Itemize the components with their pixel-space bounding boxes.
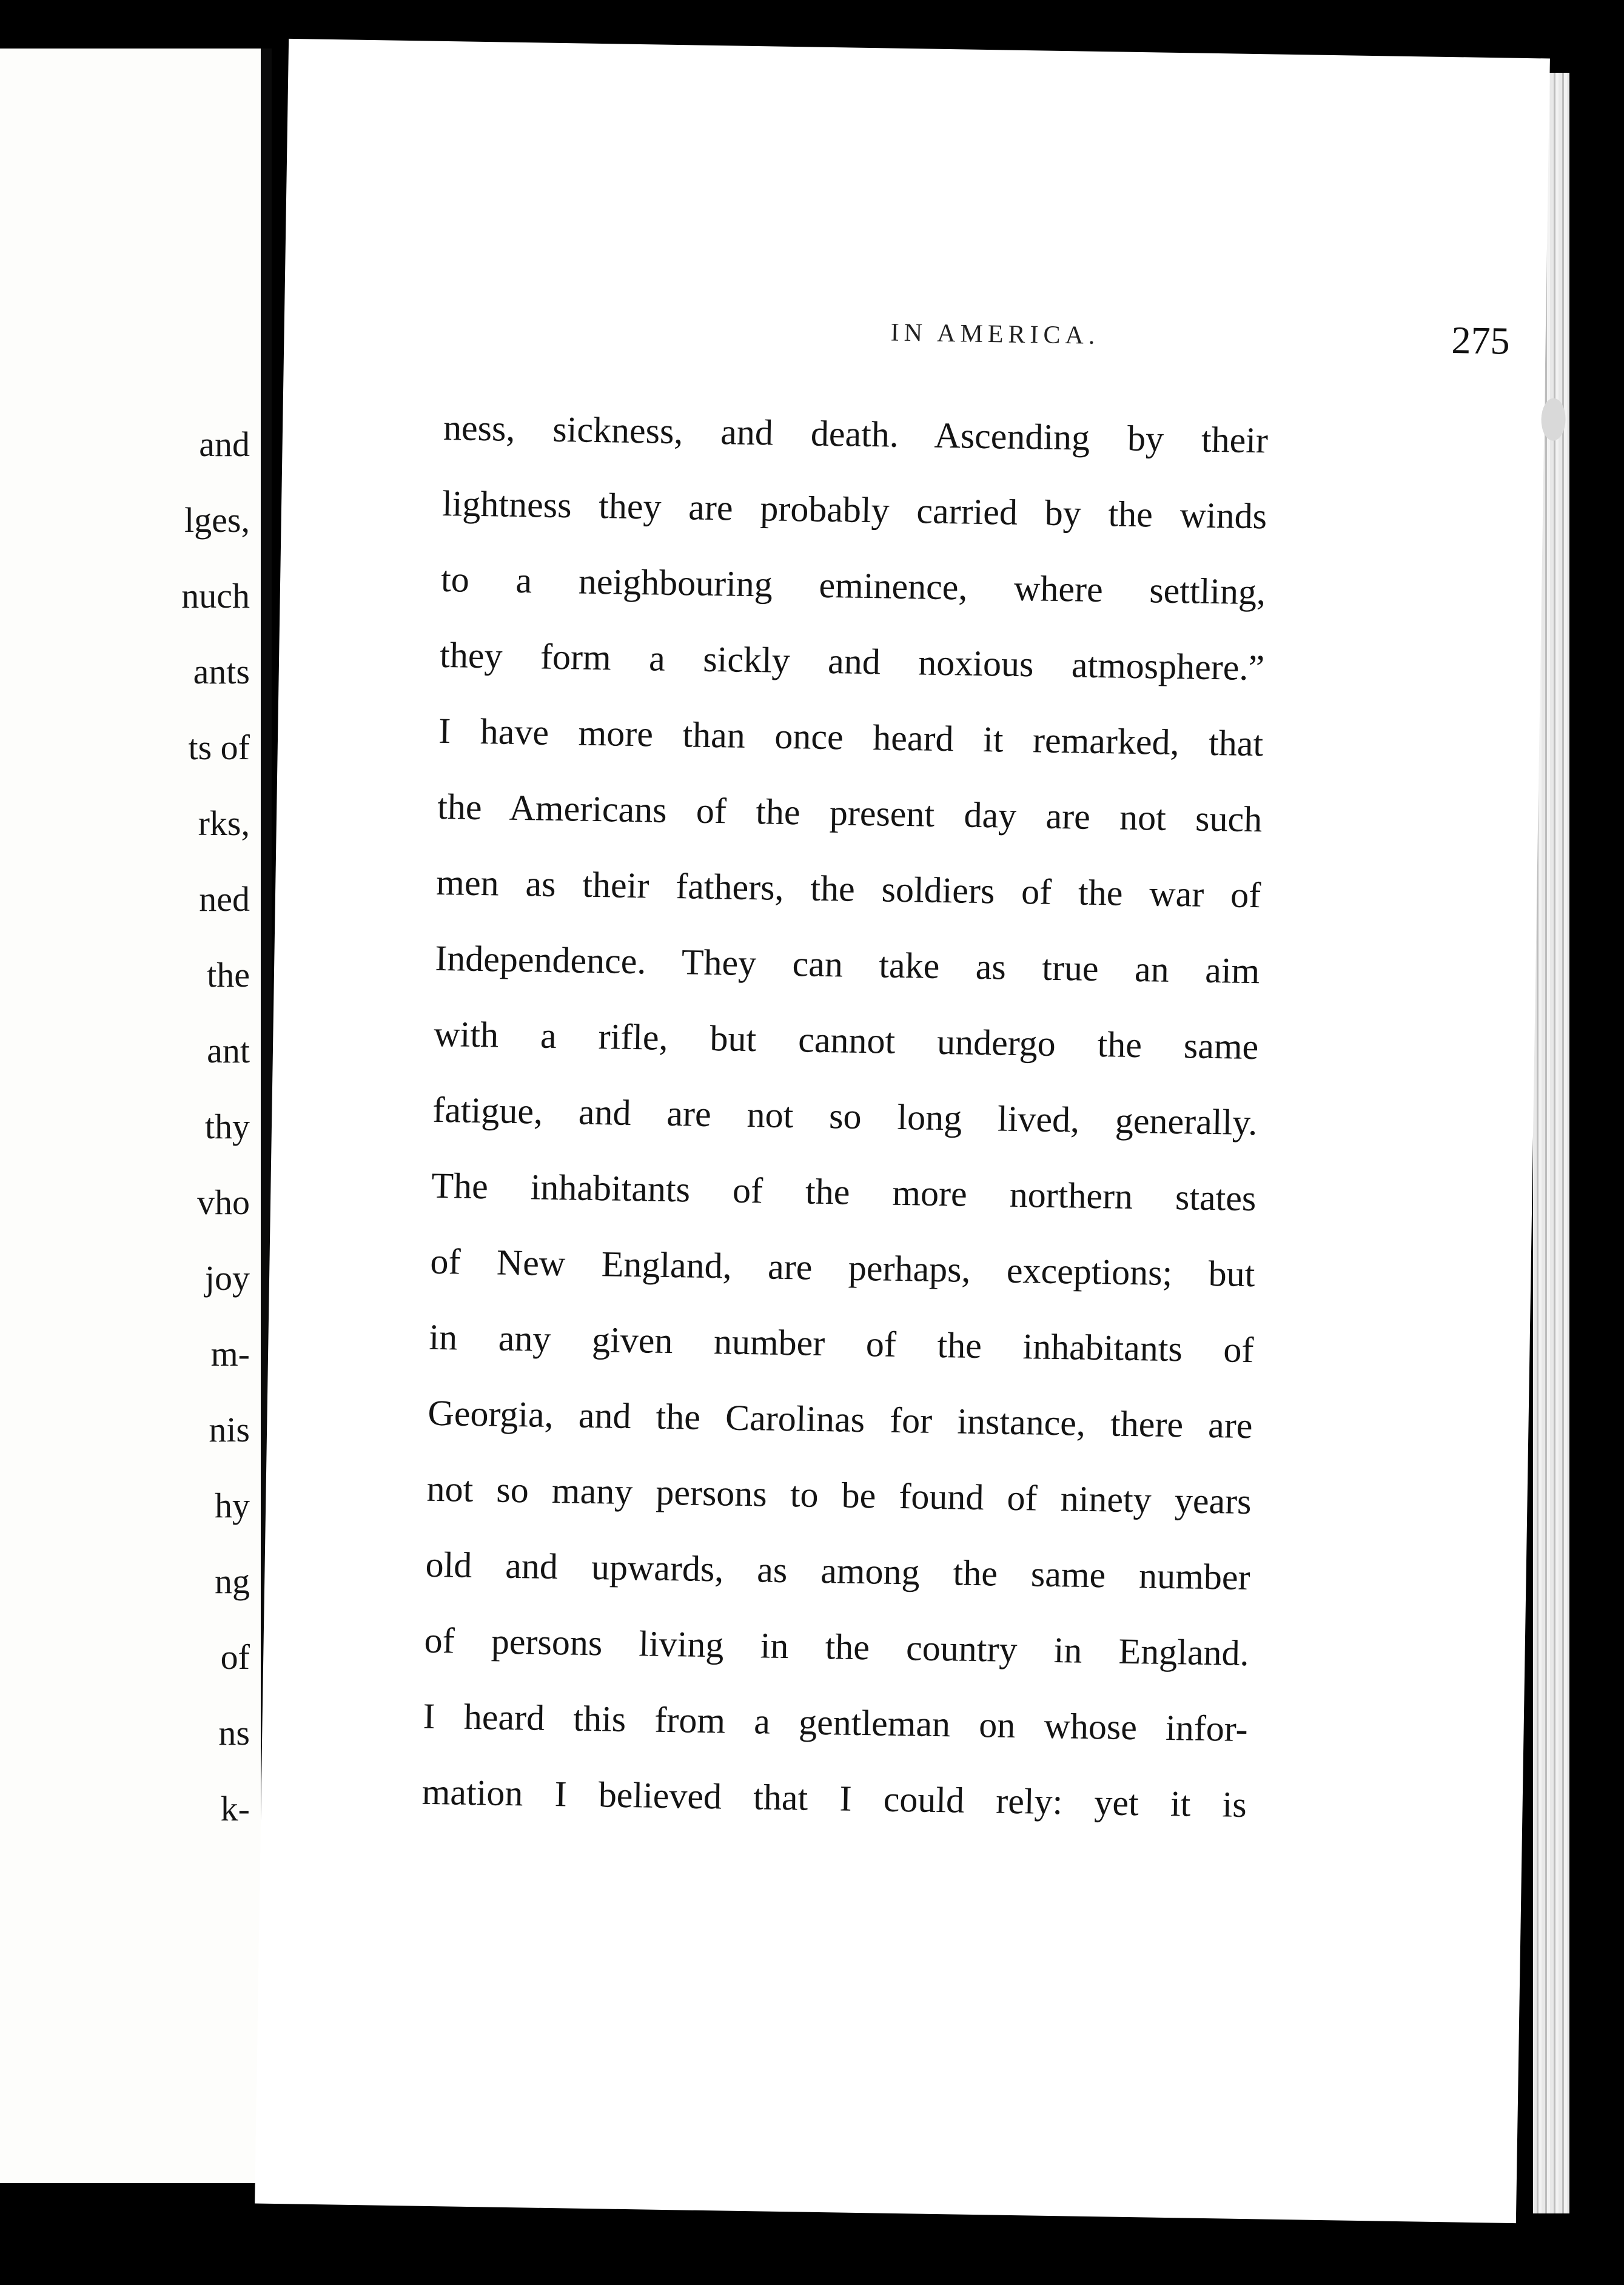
text-line: men as their fathers, the soldiers of the war of bbox=[435, 862, 1261, 916]
left-fragment-line: ng bbox=[215, 1562, 250, 1601]
body-text bbox=[421, 390, 1269, 1843]
text-line: with a rifle, but cannot undergo the same bbox=[433, 1013, 1259, 1067]
left-fragment-line: joy bbox=[204, 1258, 250, 1298]
left-fragment-line: ts of bbox=[188, 728, 250, 767]
left-fragment-line: the bbox=[207, 955, 250, 995]
text-line: mation I believed that I could rely: yet it is bbox=[421, 1771, 1247, 1825]
left-fragment-line: rks, bbox=[198, 804, 250, 843]
left-fragment-line: of bbox=[220, 1637, 250, 1677]
left-fragment-line: ant bbox=[207, 1031, 250, 1070]
text-line: of persons living in the country in England. bbox=[424, 1620, 1250, 1674]
left-fragment-line: nis bbox=[209, 1410, 250, 1449]
text-line: not so many persons to be found of ninety years bbox=[426, 1468, 1252, 1522]
right-page bbox=[255, 39, 1550, 2223]
text-line: fatigue, and are not so long lived, generally. bbox=[432, 1089, 1258, 1143]
text-line: Independence. They can take as true an aim bbox=[434, 938, 1260, 992]
left-facing-page bbox=[0, 49, 261, 2183]
left-fragment-line: and bbox=[199, 424, 250, 464]
running-head: IN AMERICA. bbox=[890, 318, 1100, 350]
left-fragment-line: lges, bbox=[184, 500, 250, 540]
left-page-text-fragments bbox=[181, 406, 250, 1847]
text-line: they form a sickly and noxious atmosphere.” bbox=[439, 634, 1265, 688]
left-fragment-line: ants bbox=[193, 652, 250, 691]
text-line: Georgia, and the Carolinas for instance, there are bbox=[428, 1392, 1253, 1446]
text-line: old and upwards, as among the same number bbox=[425, 1544, 1251, 1598]
text-line: The inhabitants of the more northern states bbox=[431, 1165, 1257, 1219]
text-line: of New England, are perhaps, exceptions; but bbox=[430, 1241, 1255, 1295]
text-line: the Americans of the present day are not such bbox=[437, 786, 1263, 840]
left-fragment-line: ned bbox=[199, 879, 250, 919]
text-line: ness, sickness, and death. Ascending by their bbox=[443, 407, 1269, 461]
left-fragment-line: hy bbox=[215, 1486, 250, 1525]
left-fragment-line: m- bbox=[210, 1334, 250, 1374]
text-line: in any given number of the inhabitants of bbox=[429, 1317, 1254, 1371]
left-fragment-line: k- bbox=[220, 1789, 250, 1828]
page-number: 275 bbox=[1451, 318, 1511, 363]
left-fragment-line: vho bbox=[197, 1183, 250, 1222]
text-line: lightness they are probably carried by the winds bbox=[441, 483, 1267, 537]
text-line: I heard this from a gentleman on whose infor- bbox=[423, 1696, 1249, 1750]
text-line: to a neighbouring eminence, where settling, bbox=[440, 559, 1266, 612]
left-fragment-line: thy bbox=[204, 1107, 250, 1146]
left-fragment-line: nuch bbox=[181, 576, 250, 616]
left-fragment-line: ns bbox=[218, 1713, 250, 1753]
text-line: I have more than once heard it remarked, that bbox=[438, 710, 1264, 764]
